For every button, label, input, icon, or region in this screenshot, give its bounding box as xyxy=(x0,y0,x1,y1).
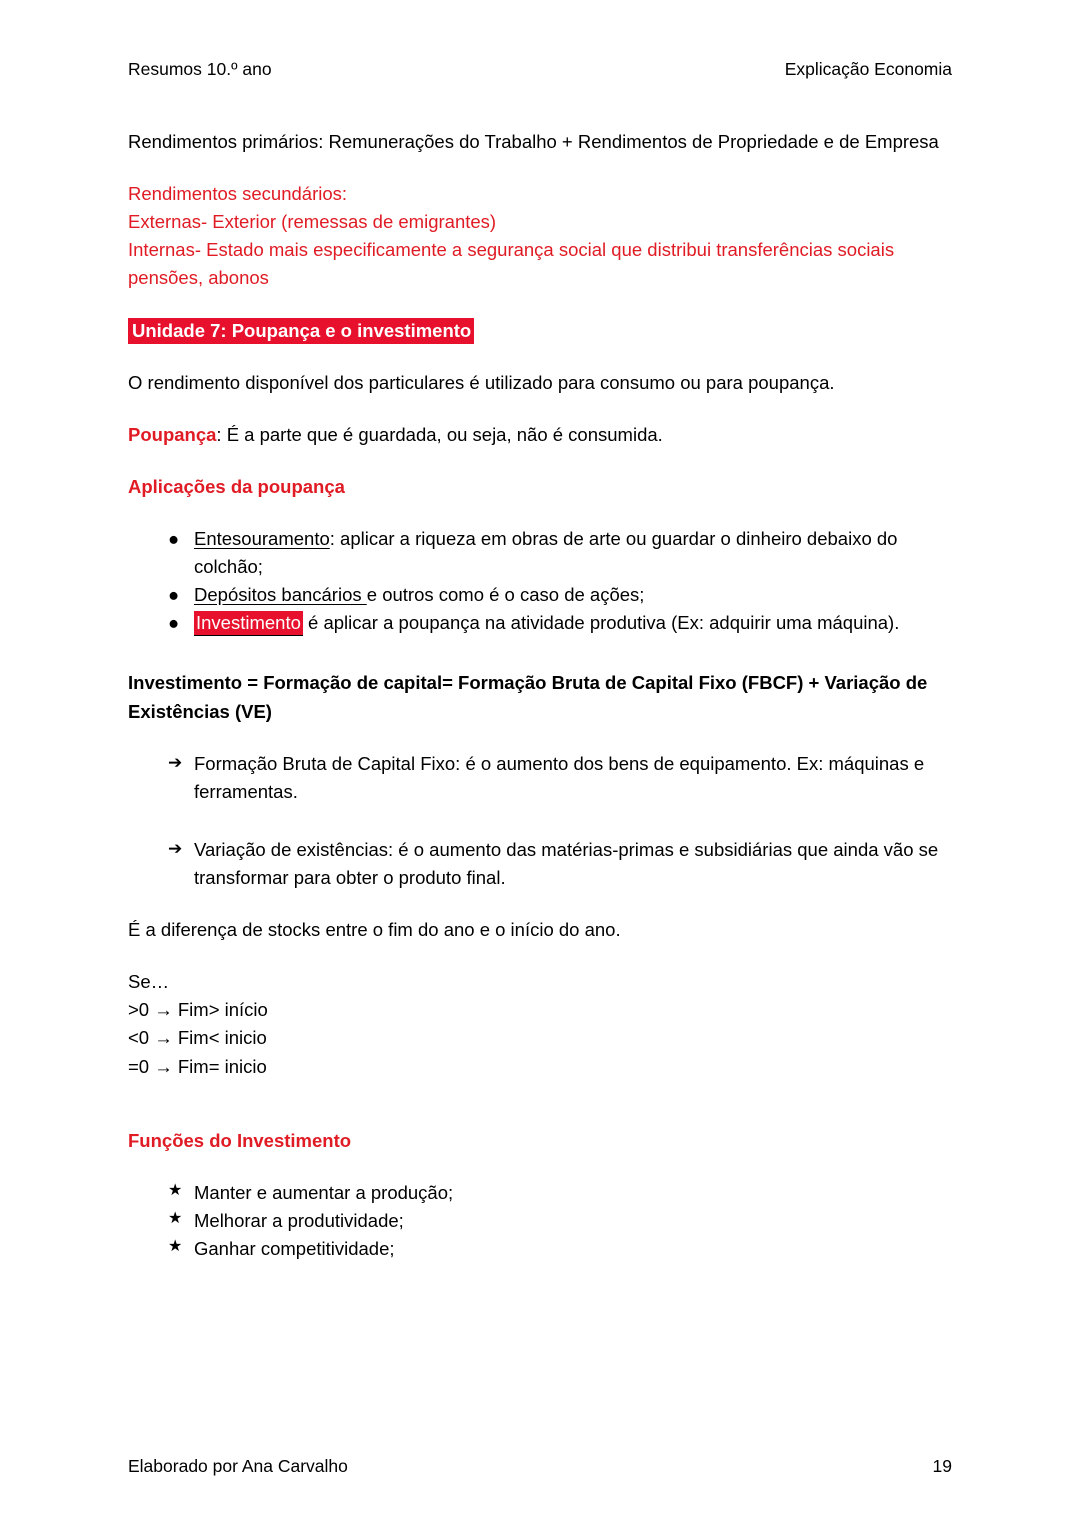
heading-aplicacoes-da-poupanca: Aplicações da poupança xyxy=(128,475,345,497)
line-rendimentos-internas: Internas- Estado mais especificamente a segurança social que distribui transferências sociais xyxy=(128,239,895,261)
list-componentes-investimento xyxy=(128,750,952,892)
label-se: Se… xyxy=(128,971,170,993)
paragraph-rendimentos-primarios: Rendimentos primários: Remunerações do Trabalho + Rendimentos de Propriedade e de Empresa xyxy=(128,131,939,152)
list-item-text: Melhorar a produtividade; xyxy=(194,1209,404,1231)
heading-rendimentos-secundarios: Rendimentos secundários: xyxy=(128,183,348,205)
unit-heading-text: Unidade 7: Poupança e o investimento xyxy=(128,318,474,344)
line-rendimentos-internas-cont: pensões, abonos xyxy=(128,267,269,289)
list-item xyxy=(128,581,952,609)
list-aplicacoes-da-poupanca xyxy=(128,525,952,637)
line-rendimentos-externas: Externas- Exterior (remessas de emigrantes) xyxy=(128,211,497,233)
star-icon: ★ xyxy=(168,1237,183,1255)
list-item-term-highlighted: Investimento xyxy=(196,612,301,634)
spacer xyxy=(128,449,952,473)
spacer xyxy=(128,892,952,916)
paragraph-diferenca-stocks: É a diferença de stocks entre o fim do ano e o início do ano. xyxy=(128,919,621,941)
paragraph-formula-investimento: Investimento = Formação de capital= Formação Bruta de Capital Fixo (FBCF) + Variação de Existências (VE) xyxy=(128,672,928,722)
list-item-text: Formação Bruta de Capital Fixo: é o aumento dos bens de equipamento. Ex: máquinas e ferramentas. xyxy=(194,752,925,802)
list-item xyxy=(128,750,952,806)
term-poupanca-definition: : É a parte que é guardada, ou seja, não é consumida. xyxy=(216,423,663,445)
condition-line-zero: =0 → Fim= inicio xyxy=(128,1055,267,1077)
spacer xyxy=(128,726,952,750)
arrow-right-icon: ➔ xyxy=(168,752,183,772)
list-item xyxy=(128,609,952,637)
list-item-term: Depósitos bancários xyxy=(194,584,367,606)
list-item xyxy=(128,836,952,892)
list-item xyxy=(128,525,952,581)
star-icon: ★ xyxy=(168,1181,183,1199)
page-header xyxy=(128,58,952,82)
footer-author-text: Elaborado por Ana Carvalho xyxy=(128,1456,348,1476)
condition-line-negative: <0 → Fim< inicio xyxy=(128,1027,267,1049)
list-item-text: e outros como é o caso de ações; xyxy=(366,584,645,606)
spacer xyxy=(128,293,952,317)
list-item-term: Entesouramento xyxy=(194,527,330,549)
bullet-dot-icon: ● xyxy=(168,612,180,634)
paragraph-poupanca-definicao xyxy=(128,421,952,449)
spacer xyxy=(128,156,952,180)
spacer xyxy=(128,501,952,525)
spacer xyxy=(128,345,952,369)
header-right-text: Explicação Economia xyxy=(784,59,952,79)
heading-funcoes-do-investimento: Funções do Investimento xyxy=(128,1129,352,1151)
spacer xyxy=(128,1081,952,1127)
arrow-right-icon: ➔ xyxy=(168,838,183,858)
bullet-dot-icon: ● xyxy=(168,584,180,606)
condition-line-positive: >0 → Fim> início xyxy=(128,999,268,1021)
list-item-text: : aplicar a riqueza em obras de arte ou guardar o dinheiro debaixo do colchão; xyxy=(194,527,898,578)
spacer xyxy=(128,944,952,968)
list-item xyxy=(128,1207,952,1235)
term-poupanca: Poupança xyxy=(128,423,217,445)
list-item xyxy=(128,1235,952,1263)
list-item-text: Ganhar competitividade; xyxy=(194,1237,395,1259)
list-funcoes-do-investimento xyxy=(128,1179,952,1263)
spacer xyxy=(128,397,952,421)
paragraph-rendimento-disponivel: O rendimento disponível dos particulares é utilizado para consumo ou para poupança. xyxy=(128,371,835,393)
list-item xyxy=(128,1179,952,1207)
unit-heading xyxy=(128,317,952,345)
list-item-text: é aplicar a poupança na atividade produtiva (Ex: adquirir uma máquina). xyxy=(302,612,900,634)
header-left-text: Resumos 10.º ano xyxy=(128,59,272,79)
spacer xyxy=(128,637,952,669)
list-item-text: Manter e aumentar a produção; xyxy=(194,1181,454,1203)
bullet-dot-icon: ● xyxy=(168,527,180,549)
page-footer xyxy=(128,1456,952,1477)
star-icon: ★ xyxy=(168,1209,183,1227)
highlight-box xyxy=(194,613,303,635)
footer-page-number: 19 xyxy=(932,1456,952,1476)
spacer xyxy=(128,1155,952,1179)
document-body xyxy=(128,128,952,1263)
list-item-text: Variação de existências: é o aumento das matérias-primas e subsidiárias que ainda vão se transformar para obter o produto final. xyxy=(194,838,939,888)
